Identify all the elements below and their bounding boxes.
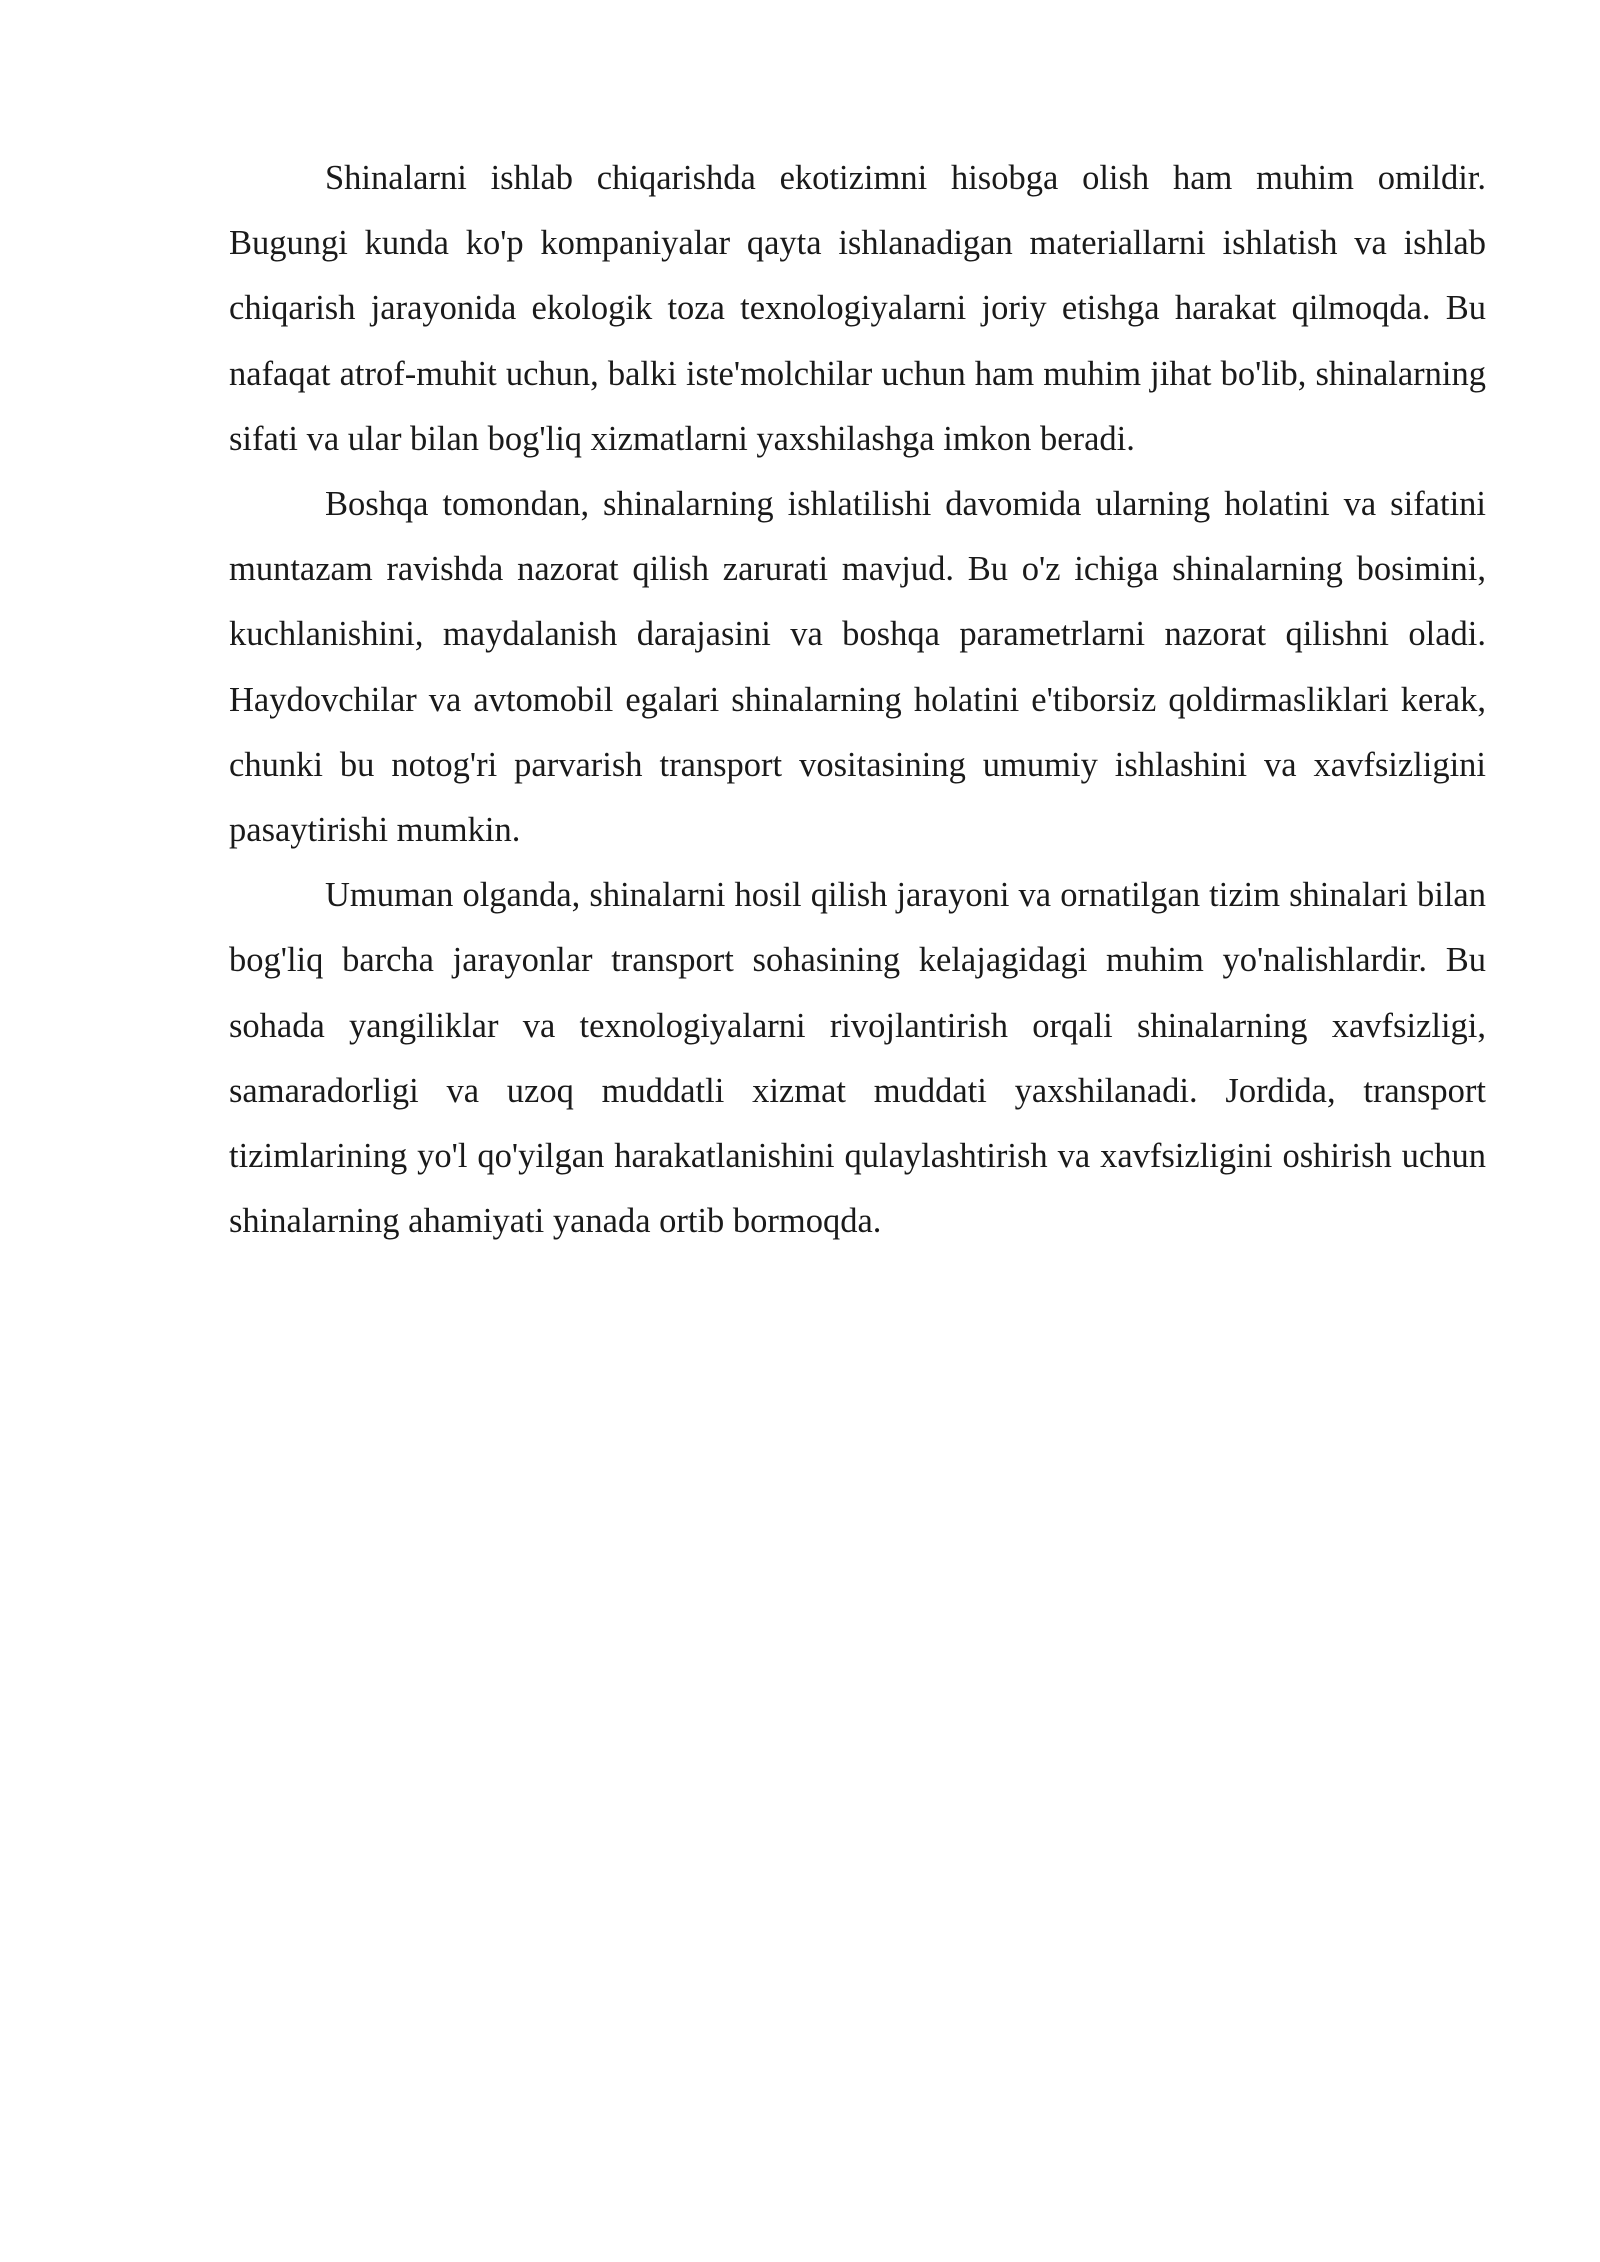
paragraph-monitoring: Boshqa tomondan, shinalarning ishlatilishi davomida ularning holatini va sifatini muntazam ravishda nazorat qilish zarurati mavjud. Bu o'z ichiga shinalarning bosimini, kuchlanishini, maydalanish darajasini va boshqa parametrlarni nazorat qilishni oladi. Haydovchilar va avtomobil egalari shinalarning holatini e'tiborsiz qoldirmasliklari kerak, chunki bu notog'ri parvarish transport vositasining umumiy ishlashini va xavfsizligini pasaytirishi mumkin. bbox=[229, 485, 1486, 850]
paragraph-ecosystem: Shinalarni ishlab chiqarishda ekotizimni hisobga olish ham muhim omildir. Bugungi kunda ko'p kompaniyalar qayta ishlanadigan materiallarni ishlatish va ishlab chiqarish jarayonida ekologik toza texnologiyalarni joriy etishga harakat qilmoqda. Bu nafaqat atrof-muhit uchun, balki iste'molchilar uchun ham muhim jihat bo'lib, shinalarning sifati va ular bilan bog'liq xizmatlarni yaxshilashga imkon beradi. bbox=[229, 159, 1486, 458]
document-body bbox=[229, 146, 1486, 1254]
paragraph-conclusion: Umuman olganda, shinalarni hosil qilish jarayoni va ornatilgan tizim shinalari bilan bog'liq barcha jarayonlar transport sohasining kelajagidagi muhim yo'nalishlardir. Bu sohada yangiliklar va texnologiyalarni rivojlantirish orqali shinalarning xavfsizligi, samaradorligi va uzoq muddatli xizmat muddati yaxshilanadi. Jordida, transport tizimlarining yo'l qo'yilgan harakatlanishini qulaylashtirish va xavfsizligini oshirish uchun shinalarning ahamiyati yanada ortib bormoqda. bbox=[229, 876, 1486, 1241]
